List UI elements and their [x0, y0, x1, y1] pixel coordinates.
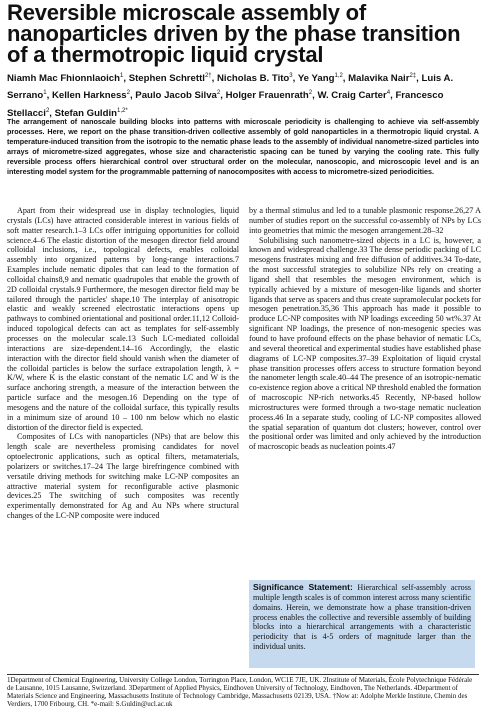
- abstract: The arrangement of nanoscale building blocks into patterns with microscale periodicity is challenging to achieve via self-assembly processes. Here, we report on the phase transition-driven collective assembly of gold nanoparticles in a thermotropic liquid crystal. A temperature-induced transition from the isotropic to the nematic phase leads to the assembly of individual nanometre-sized particles into arrays of micrometre-sized aggregates, whose size and characteristic spacing can be tuned by varying the cooling rate. This fully reversible process offers hierarchical control over structural order on the molecular, nanoscopic, and microscopic level and is an interesting model system for the programmable patterning of nanocomposites with access to micrometre-sized periodicities.: [7, 117, 479, 176]
- author: Luis A. Serrano$^1$,: [7, 73, 454, 102]
- author: Ye Yang$^{1,2}$,: [297, 73, 349, 85]
- paragraph: Solubilising such nanometre-sized objects in a LC is, however, a known and widespread challenge.33 The dense periodic packing of LC mesogens frustrates mixing and free diffusion of additives.34 To-date, the most successful strategies to solubilize NPs rely on creating a ligand shell that resembles the mesogen environment, which is typically achieved by a mixture of mesogen-like ligands and shorter ligands that serve as spacers and thus create supramolecular pockets for mesogen penetration.35,36 This approach has made it possible to produce LC-NP composites with NP loadings exceeding 50 wt%.37 At significant NP loadings, the presence of non-mesogenic species was found to have profound effects on the phase behavior of nematic LCs, and several theoretical and experimental studies have established phase diagrams of LC-NP composites.37–39 Exploitation of liquid crystal phase transition processes offers access to structure formation beyond the nanometer length scale.40–44 The presence of an isotropic-nematic co-existence region above a critical NP threshold enabled the formation of macroscopic NP-rich networks.45 Recently, NP-based hollow microstructures were formed through a two-stage nematic nucleation process.46 In a separate study, cooling of LC-NP composites allowed the spatial separation of quantum dot clusters; however, control over the positional order was limited and only achieved by the introduction of macroscopic beads as nucleation points.47: [249, 235, 481, 452]
- paragraph: Apart from their widespread use in display technologies, liquid crystals (LCs) have attracted considerable interest in various fields of soft matter research.1–3 LCs offer intriguing opportunities for colloid science.4–6 The elastic distortion of the mesogen director field around colloidal inclusions, i.e., topological defects, enables colloidal assembly into organized patterns by long-range interactions.7 Examples include nematic dipoles that can lead to the formation of colloidal chains8,9 and nematic quadrupoles that enable the growth of 2D colloidal crystals.9 Furthermore, the mesogen director field may be tailored through the particles' shape.10 The interplay of anisotropic elastic and weakly screened electrostatic interactions opens up pathways to combined orientational and positional order.11,12 Colloid-induced topological defects can act as templates for self-assembly processes on the molecular scale.13 Such LC-mediated colloidal interactions are size-dependent.14–16 Accordingly, the elastic interaction with the director field should vanish when the diameter of the colloidal particles is below the surface extrapolation length, λ = K/W, where K is the elastic constant of the nematic LC and W is the surface anchoring strength, a measure of the interaction between the particle surface and the mesogen.16 Depending on the type of mesogens and the nature of the colloidal surface, this typically results in a minimum size of around 10 – 100 nm below which no elastic distortion of the director field is expected.: [7, 206, 239, 432]
- author: Holger Frauenrath$^2$,: [225, 90, 318, 102]
- author: Stefan Guldin$^{1,2*}$: [54, 107, 128, 119]
- author: W. Craig Carter$^4$,: [317, 90, 396, 102]
- paragraph: by a thermal stimulus and led to a tunable plasmonic response.26,27 A number of studies report on the successful co-assembly of NPs by LCs into geometries that mimic the mesogen arrangement.28–32: [249, 206, 481, 235]
- author: Kellen Harkness$^2$,: [51, 90, 136, 102]
- author-list: [7, 69, 481, 121]
- body-column-right: [249, 206, 481, 577]
- author: Nicholas B. Tito$^3$,: [216, 73, 298, 85]
- author: Paulo Jacob Silva$^2$,: [135, 90, 226, 102]
- significance-label: Significance Statement:: [253, 582, 353, 592]
- paragraph: Composites of LCs with nanoparticles (NPs) that are below this length scale are nevertheless promising candidates for novel optoelectronic applications, such as optical filters, metamaterials, polarizers or switches.17–24 The large birefringence combined with versatile driving methods for switching make LC-NP composites an attractive material system for reconfigurable active plasmonic devices.25 The switching of such composites was recently experimentally demonstrated for Ag and Au NPs where structural changes of the LC-NP composite were induced: [7, 432, 239, 521]
- significance-text: Hierarchical self-assembly across multiple length scales is of common interest across many scientific domains. Herein, we demonstrate how a phase transition-driven process enables the collective and reversible assembly of building blocks into a hierarchical arrangements with a characteristic periodicity that is 4-5 orders of magnitude larger than the individual units.: [253, 583, 471, 652]
- paper-title: Reversible microscale assembly of nanoparticles driven by the phase transition of a thermotropic liquid crystal: [7, 0, 461, 67]
- author: Malavika Nair$^{2\ddagger}$,: [348, 73, 422, 85]
- body-column-left: [7, 206, 239, 646]
- affiliations-footnote: 1Department of Chemical Engineering, University College London, Torrington Place, London, WC1E 7JE, UK. 2Institute of Materials, École Polytechnique Fédérale de Lausanne, 1015 Lausanne, Switzerland. 3Department of Applied Physics, Eindhoven University of Technology, Eindhoven, The Netherlands. 4Department of Materials Science and Engineering, Massachusetts Institute of Technology Cambridge, Massachusetts 02139, USA. †Now at: Adolphe Merkle Institute, Chemin des Verdiers, 1700 Fribourg, CH. *e-mail: S.Guldin@ucl.ac.uk: [7, 676, 473, 708]
- author: Niamh Mac Fhionnlaoich$^1$,: [7, 73, 129, 85]
- footnote-divider: [7, 674, 479, 675]
- author: Francesco Stellacci$^2$,: [7, 90, 444, 119]
- author: Stephen Schrettl$^{2\dagger}$,: [128, 73, 217, 85]
- significance-statement-box: [249, 580, 475, 668]
